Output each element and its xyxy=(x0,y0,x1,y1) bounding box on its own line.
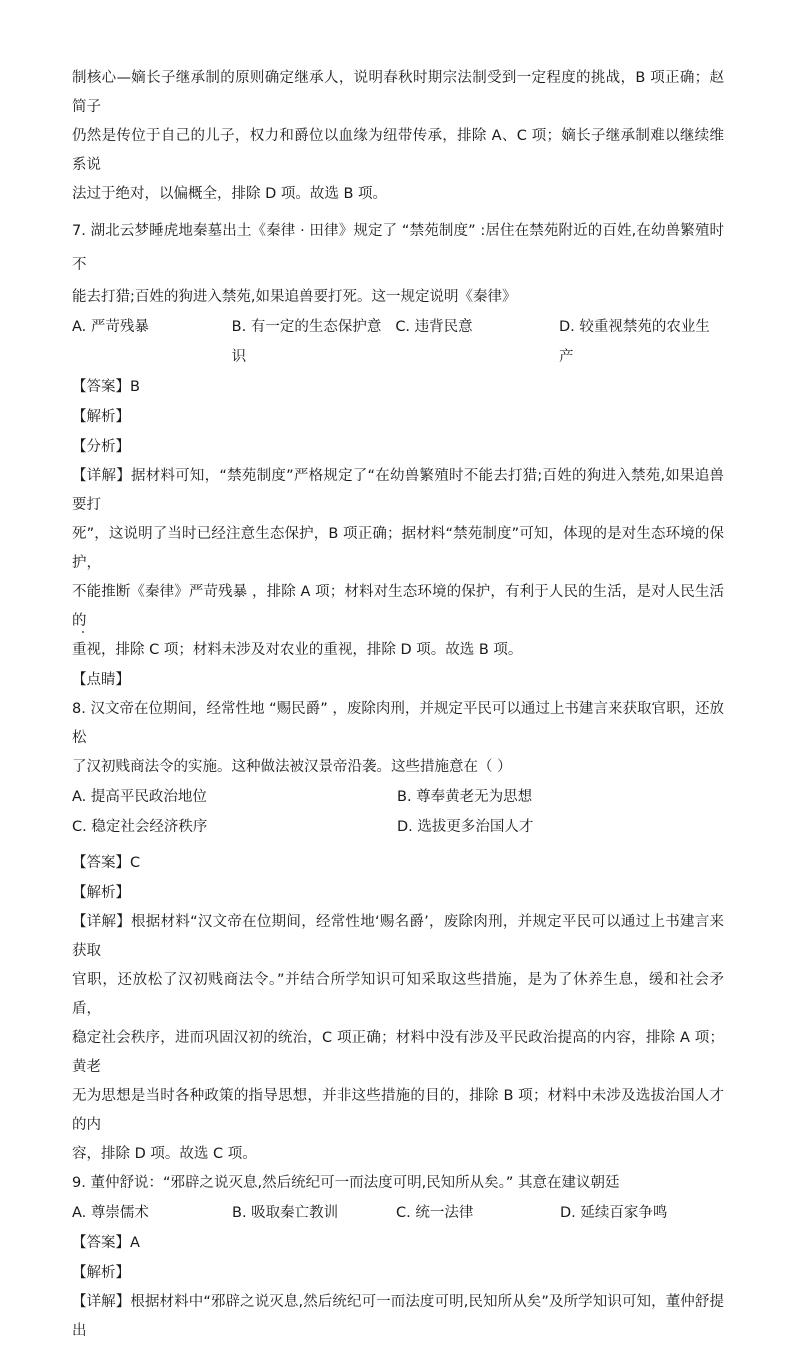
options-row xyxy=(72,812,724,842)
analysis-tag: 【解析】 xyxy=(72,1265,130,1281)
document-page xyxy=(72,64,724,1346)
option-c: C. 稳定社会经济秩序 xyxy=(72,819,208,835)
question-stem: 9. 董仲舒说：“邪辟之说灭息,然后统纪可一而法度可明,民知所从矣。” 其意在建议朝廷 xyxy=(72,1175,620,1191)
analysis-tag: 【解析】 xyxy=(72,409,130,425)
options-row xyxy=(72,782,724,812)
detail-line xyxy=(72,908,724,966)
detail-line: 官职，还放松了汉初贱商法令。”并结合所学知识可知采取这些措施，是为了休养生息，缓和社会矛盾， xyxy=(72,972,724,1017)
detail-line: 稳定社会秩序，进而巩固汉初的统治，C 项正确；材料中没有涉及平民政治提高的内容，排除 A 项；黄老 xyxy=(72,1030,724,1075)
detail-line: 重视，排除 C 项；材料未涉及对农业的重视，排除 D 项。故选 B 项。 xyxy=(72,642,523,658)
detail-line: 无为思想是当时各种政策的指导思想，并非这些措施的目的，排除 B 项；材料中未涉及选拔治国人才的内 xyxy=(72,1088,724,1133)
detail-text: 根据材料中“邪辟之说灭息,然后统纪可一而法度可明,民知所从矣”及所学知识可知，董仲舒提出 xyxy=(72,1294,724,1339)
question-7 xyxy=(72,214,724,695)
text-line: 法过于绝对，以偏概全，排除 D 项。故选 B 项。 xyxy=(72,186,388,202)
answer-value: B xyxy=(130,379,140,395)
detail-text: 根据材料“汉文帝在位期间，经常性地‘赐名爵’，废除肉刑，并规定平民可以通过上书建言来获取 xyxy=(72,914,724,959)
option-a: A. 提高平民政治地位 xyxy=(72,789,207,805)
question-9 xyxy=(72,1169,724,1346)
detail-line xyxy=(72,1288,724,1346)
answer-line xyxy=(72,848,724,878)
detail-text: 据材料可知，“禁苑制度”严格规定了“在幼兽繁殖时不能去打猎;百姓的狗进入禁苑,如果追兽要打 xyxy=(72,468,725,513)
stray-dot xyxy=(82,631,84,633)
detail-line: 容，排除 D 项。故选 C 项。 xyxy=(72,1146,257,1162)
options-row xyxy=(72,312,724,372)
option-b: B. 吸取秦亡教训 xyxy=(232,1205,339,1221)
detail-tag: 【详解】 xyxy=(72,468,131,484)
option-d: D. 选拔更多治国人才 xyxy=(397,819,534,835)
detail-line: 不能推断《秦律》严苛残暴 ，排除 A 项；材料对生态环境的保护，有利于人民的生活，是对人民生活的 xyxy=(72,584,724,629)
answer-tag: 【答案】 xyxy=(72,379,130,395)
option-b: B. 有一定的生态保护意识 xyxy=(231,319,382,365)
answer-line xyxy=(72,372,724,402)
text-line: 制核心—嫡长子继承制的原则确定继承人，说明春秋时期宗法制受到一定程度的挑战，B 项正确；赵简子 xyxy=(72,70,724,115)
answer-line xyxy=(72,1228,724,1258)
detail-block xyxy=(72,462,724,665)
answer-tag: 【答案】 xyxy=(72,855,130,871)
previous-answer-continuation xyxy=(72,64,724,209)
detail-line xyxy=(72,462,724,520)
option-d: D. 延续百家争鸣 xyxy=(560,1205,668,1221)
detail-block xyxy=(72,908,724,1169)
question-stem: 能去打猎;百姓的狗进入禁苑,如果追兽要打死。这一规定说明《秦律》 xyxy=(72,289,517,305)
answer-value: A xyxy=(130,1235,140,1251)
option-c: C. 违背民意 xyxy=(395,319,473,335)
question-stem: 8. 汉文帝在位期间，经常性地 “赐民爵” ，废除肉刑，并规定平民可以通过上书建言来获取官职，还放松 xyxy=(72,701,724,746)
detail-line: 死”，这说明了当时已经注意生态保护，B 项正确；据材料“禁苑制度”可知，体现的是对生态环境的保护， xyxy=(72,526,724,571)
detail-tag: 【详解】 xyxy=(72,1294,131,1310)
fenxi-tag: 【分析】 xyxy=(72,439,130,455)
analysis-tag: 【解析】 xyxy=(72,885,130,901)
answer-tag: 【答案】 xyxy=(72,1235,130,1251)
option-d: D. 较重视禁苑的农业生产 xyxy=(558,319,710,365)
question-stem: 了汉初贱商法令的实施。这种做法被汉景帝沿袭。这些措施意在（ ） xyxy=(72,759,512,775)
question-stem: 7. 湖北云梦睡虎地秦墓出土《秦律 · 田律》规定了 “禁苑制度” :居住在禁苑附近的百姓,在幼兽繁殖时不 xyxy=(72,223,724,273)
question-8 xyxy=(72,695,724,1169)
dianjing-tag: 【点睛】 xyxy=(72,672,130,688)
answer-value: C xyxy=(130,855,141,871)
detail-tag: 【详解】 xyxy=(72,914,132,930)
option-a: A. 严苛残暴 xyxy=(72,319,149,335)
options-row xyxy=(72,1198,724,1228)
option-b: B. 尊奉黄老无为思想 xyxy=(397,789,533,805)
text-line: 仍然是传位于自己的儿子，权力和爵位以血缘为纽带传承，排除 A、C 项；嫡长子继承制难以继续维系说 xyxy=(72,128,724,173)
option-a: A. 尊崇儒术 xyxy=(72,1205,149,1221)
option-c: C. 统一法律 xyxy=(396,1205,474,1221)
